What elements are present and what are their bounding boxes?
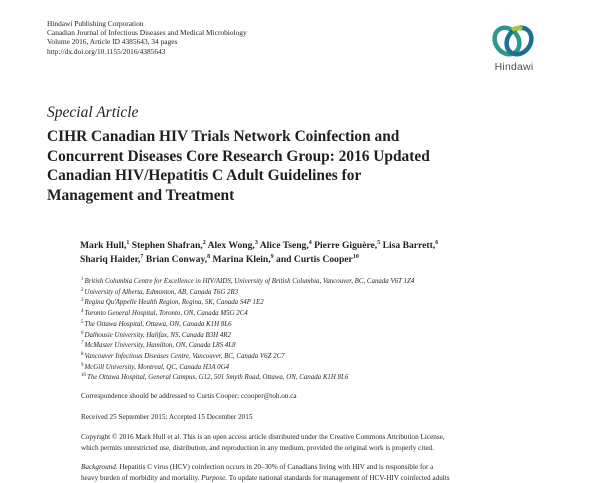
affiliation — [81, 277, 414, 288]
author-name: Marina Klein, — [212, 254, 271, 265]
title-line: CIHR Canadian HIV Trials Network Coinfection and — [47, 128, 400, 145]
abstract-line — [81, 462, 537, 473]
affiliation-number: 4 — [81, 309, 84, 315]
author-sup: 7 — [140, 254, 144, 260]
affiliation-number: 7 — [81, 341, 84, 347]
affiliation — [81, 320, 414, 331]
affiliation — [81, 309, 414, 320]
author-sup: 10 — [352, 254, 359, 260]
copyright-line: which permits unrestricted use, distribution, and reproduction in any medium, provided the original work is properly cited. — [81, 443, 434, 452]
abstract-line — [81, 473, 537, 483]
author-line-2 — [80, 253, 550, 267]
affiliation-number: 8 — [81, 351, 84, 357]
abstract-text: To update national standards for management of HCV-HIV coinfected adults — [227, 473, 450, 482]
author-name: Pierre Giguère, — [314, 240, 378, 251]
affiliation — [81, 352, 414, 363]
affiliation-number: 5 — [81, 319, 84, 325]
journal-name: Canadian Journal of Infectious Diseases and Medical Microbiology — [47, 28, 247, 38]
article-title — [47, 127, 547, 205]
affiliation-text: British Columbia Centre for Excellence in HIV/AIDS, University of British Columbia, Vancouver, BC, Canada V6T 1Z4 — [84, 278, 415, 285]
abstract-background-label: Background. — [81, 463, 118, 471]
author-name: Lisa Barrett, — [382, 240, 436, 251]
author-name: and Curtis Cooper — [276, 254, 353, 265]
author-sup: 8 — [207, 254, 211, 260]
affiliation-text: The Ottawa Hospital, Ottawa, ON, Canada K1H 8L6 — [84, 320, 232, 328]
affiliation-text: McGill University, Montreal, QC, Canada H3A 0G4 — [84, 363, 230, 371]
affiliation — [81, 298, 414, 309]
received-accepted-dates: Received 25 September 2015; Accepted 15 December 2015 — [81, 413, 253, 421]
author-sup: 2 — [202, 240, 206, 246]
affiliation-text: Regina Qu'Appelle Health Region, Regina, SK, Canada S4P 1E2 — [84, 299, 264, 307]
doi-link[interactable]: http://dx.doi.org/10.1155/2016/4385643 — [47, 46, 166, 56]
article-type: Special Article — [47, 104, 139, 121]
copyright-line: Copyright © 2016 Mark Hull et al. This is an open access article distributed under the Creative Commons Attribution License, — [81, 433, 445, 441]
affiliation-number: 2 — [81, 287, 84, 293]
author-sup: 3 — [254, 240, 258, 246]
affiliation-text: Dalhousie University, Halifax, NS, Canada B3H 4R2 — [84, 331, 231, 339]
author-sup: 4 — [308, 240, 312, 246]
author-name: Alex Wong, — [207, 240, 255, 251]
author-name: Brian Conway, — [145, 254, 208, 265]
affiliation-text: Vancouver Infectious Diseases Centre, Vancouver, BC, Canada V6Z 2C7 — [84, 352, 285, 360]
affiliation-number: 9 — [81, 362, 84, 368]
volume-info: Volume 2016, Article ID 4385643, 34 pages — [47, 37, 178, 47]
copyright-notice — [81, 432, 537, 453]
abstract-purpose-label: Purpose. — [201, 473, 228, 482]
journal-header — [47, 19, 247, 56]
affiliation-list — [81, 277, 414, 384]
hindawi-logo-icon — [484, 20, 544, 62]
affiliation — [81, 373, 414, 384]
author-name: Stephen Shafran, — [131, 240, 203, 251]
author-line-1 — [80, 239, 550, 253]
affiliation-text: Toronto General Hospital, Toronto, ON, Canada M5G 2C4 — [84, 310, 248, 318]
author-name: Mark Hull, — [80, 240, 127, 251]
abstract-text: Hepatitis C virus (HCV) coinfection occurs in 20–30% of Canadians living with HIV and is responsible for a — [117, 463, 434, 471]
affiliation — [81, 363, 414, 374]
hindawi-logo — [484, 20, 544, 78]
publisher-name: Hindawi Publishing Corporation — [47, 19, 144, 28]
affiliation-number: 1 — [81, 277, 84, 282]
author-sup: 9 — [270, 254, 274, 260]
author-name: Alice Tseng, — [259, 240, 309, 251]
affiliation-number: 3 — [81, 298, 84, 304]
affiliation-text: McMaster University, Hamilton, ON, Canada L8S 4L8 — [84, 342, 236, 350]
affiliation-number: 10 — [81, 373, 86, 379]
author-sup: 1 — [126, 240, 130, 246]
affiliation-text: University of Alberta, Edmonton, AB, Canada T6G 2R3 — [84, 288, 239, 296]
affiliation-number: 6 — [81, 330, 84, 336]
author-list — [80, 239, 550, 267]
title-line: Management and Treatment — [47, 186, 235, 204]
correspondence: Correspondence should be addressed to Curtis Cooper; ccooper@toh.on.ca — [81, 392, 297, 400]
author-sup: 6 — [435, 240, 439, 246]
author-name: Shariq Haider, — [80, 254, 141, 265]
affiliation — [81, 288, 414, 299]
title-line: Canadian HIV/Hepatitis C Adult Guidelines for — [47, 167, 362, 185]
abstract-text: heavy burden of morbidity and mortality. — [81, 473, 202, 482]
affiliation — [81, 331, 414, 342]
affiliation-text: The Ottawa Hospital, General Campus, G12, 501 Smyth Road, Ottawa, ON, Canada K1H 8L6 — [87, 374, 349, 382]
affiliation — [81, 341, 414, 352]
hindawi-wordmark: Hindawi — [494, 61, 534, 73]
title-line: Concurrent Diseases Core Research Group: 2016 Updated — [47, 147, 430, 165]
author-sup: 5 — [377, 240, 381, 246]
